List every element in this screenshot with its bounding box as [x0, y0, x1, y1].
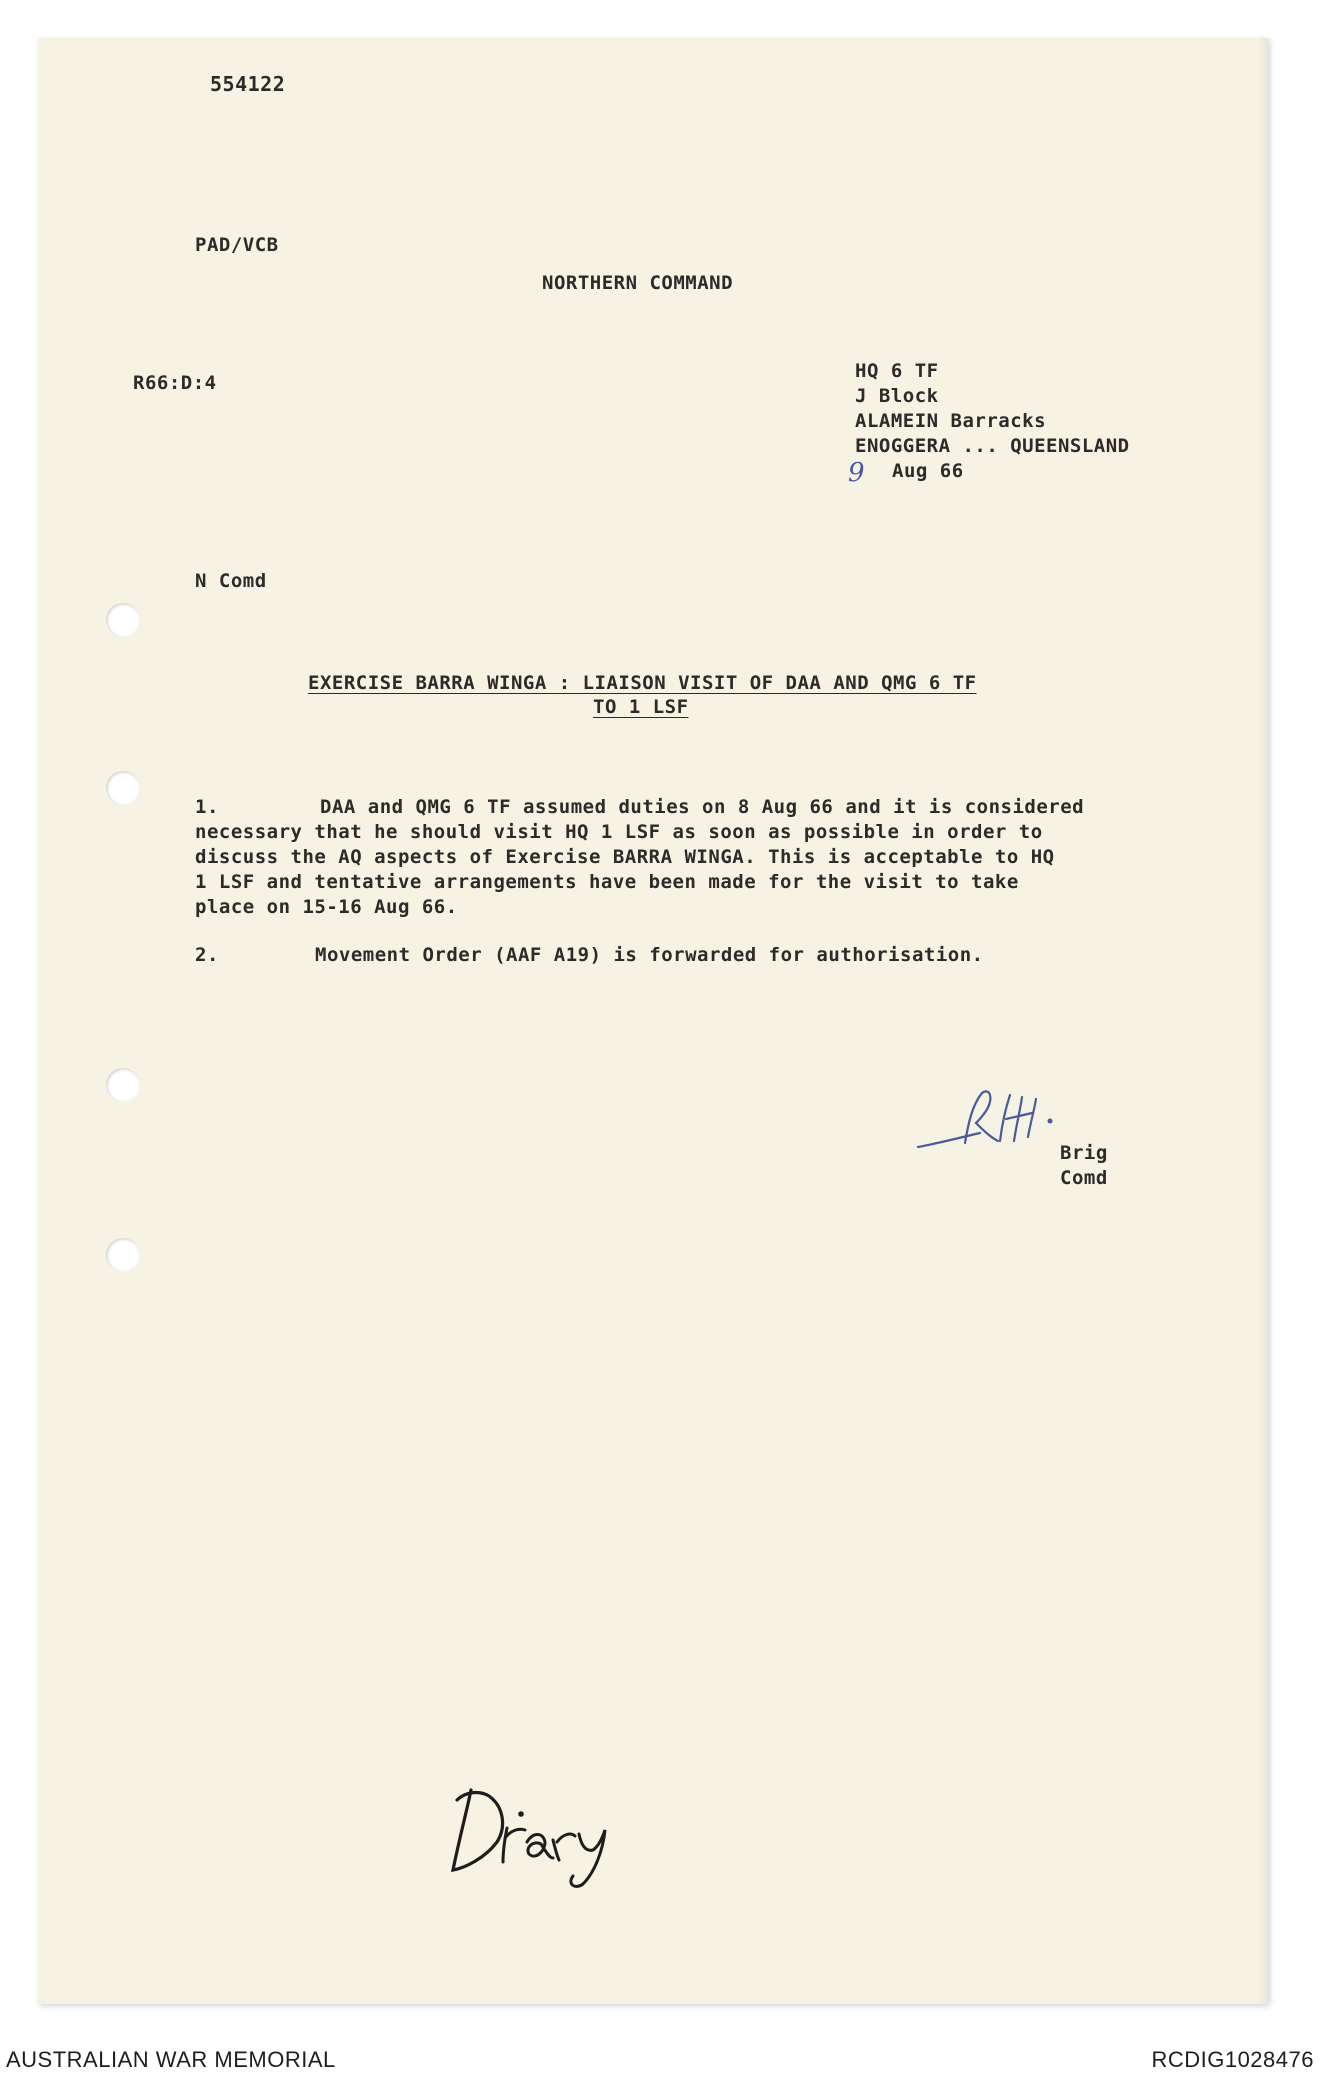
- punch-hole: [106, 771, 140, 805]
- punch-hole: [106, 603, 140, 637]
- typist-initials: PAD/VCB: [195, 234, 279, 256]
- paragraph-line: DAA and QMG 6 TF assumed duties on 8 Aug 66 and it is considered: [320, 796, 1085, 818]
- paragraph-line: discuss the AQ aspects of Exercise BARRA WINGA. This is acceptable to HQ: [195, 846, 1055, 868]
- command-heading: NORTHERN COMMAND: [542, 272, 734, 294]
- signature-scribble: [910, 1085, 1070, 1175]
- annotation-text: Diary: [445, 1888, 449, 1889]
- punch-hole: [106, 1238, 140, 1272]
- signatory-rank: Brig: [1060, 1142, 1108, 1164]
- paragraph-line: place on 15-16 Aug 66.: [195, 896, 458, 918]
- signatory-role: Comd: [1060, 1167, 1108, 1189]
- paragraph-line: 1 LSF and tentative arrangements have been made for the visit to take: [195, 871, 1019, 893]
- reference-number: 554122: [210, 72, 286, 96]
- address-line: HQ 6 TF: [855, 360, 939, 382]
- date-text: Aug 66: [892, 460, 964, 482]
- paragraph-number: 2.: [195, 944, 219, 966]
- address-line: ALAMEIN Barracks: [855, 410, 1047, 432]
- footer-archive-name: AUSTRALIAN WAR MEMORIAL: [6, 2047, 336, 2072]
- document-page: [38, 38, 1268, 2004]
- footer-item-id: RCDIG1028476: [1151, 2047, 1314, 2072]
- address-line: ENOGGERA ... QUEENSLAND: [855, 435, 1130, 457]
- subject-title-continued: TO 1 LSF: [593, 696, 689, 718]
- paragraph-line: Movement Order (AAF A19) is forwarded for authorisation.: [315, 944, 984, 966]
- address-line: J Block: [855, 385, 939, 407]
- diary-annotation: [445, 1780, 625, 1890]
- handwritten-date-day: 9: [848, 458, 866, 488]
- file-reference: R66:D:4: [133, 372, 217, 394]
- subject-title: EXERCISE BARRA WINGA : LIAISON VISIT OF DAA AND QMG 6 TF: [308, 672, 977, 694]
- punch-hole: [106, 1068, 140, 1102]
- paragraph-line: necessary that he should visit HQ 1 LSF as soon as possible in order to: [195, 821, 1043, 843]
- addressee: N Comd: [195, 570, 267, 592]
- signature-text: RLH.: [910, 1173, 913, 1174]
- paragraph-number: 1.: [195, 796, 219, 818]
